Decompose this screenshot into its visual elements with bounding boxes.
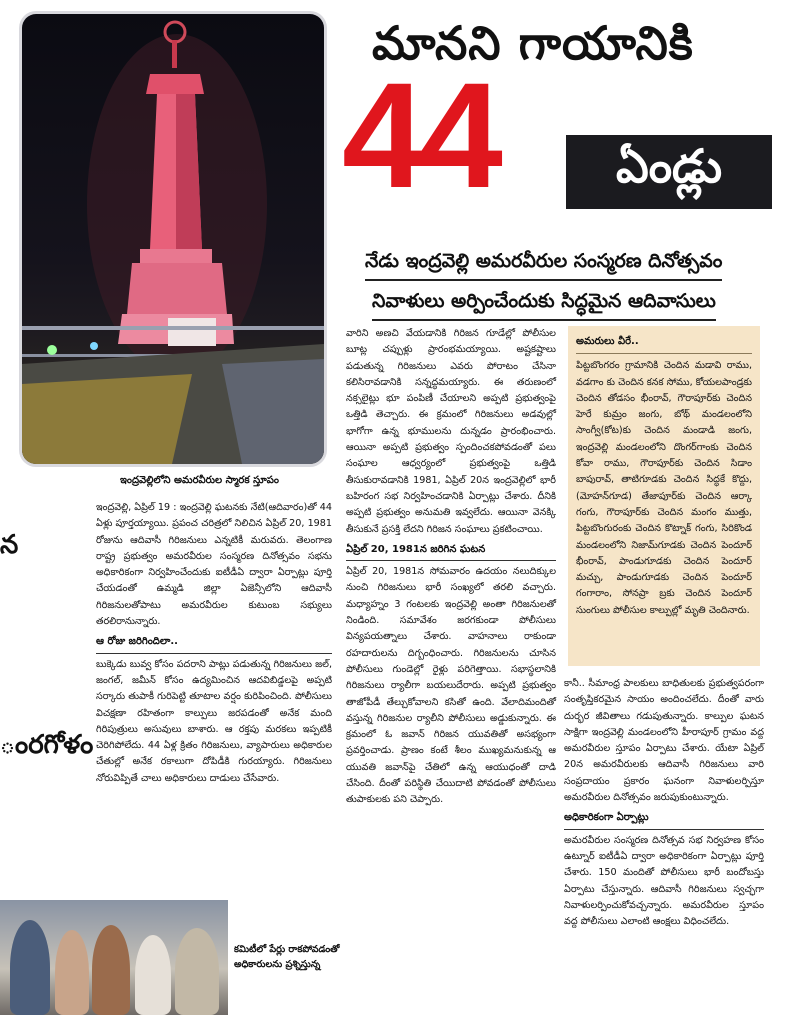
section3-text: అమరవీరుల సంస్మరణ దినోత్సవ సభ నిర్వహణ కోసం ఉట్నూర్‌ ఐటీడీఏ ద్వారా అధికారికంగా ఏర్పాట్లు పూర్తి చేశారు. 150 మందితో పోలీసులు భారీ బందోబస్తు ఏర్పాటు చేస్తున్నారు. ఆదివాసీ గిరిజనులు స్వచ్ఛగా నివాళులర్పించుకోవచ్చన్నారు. అమరవీరుల స్తూపం వద్ద పోలీసులు ఎలాంటి ఆంక్షలు విధించలేదు. (564, 834, 764, 928)
article-left-column (96, 500, 332, 787)
sidebox-text: పిట్టబొంగరం గ్రామానికి చెందిన మడావి రాము, వడగాం కు చెందిన కనక సోము, కోయలపాండ్రకు చెందిన తోడసం భీంరావ్‌, గౌరాపూర్‌కు చెందిన హెరే కుమ్రం జంగు, బోథ్‌ మండలంలోని సాంగ్వీ(కోట)కు చెందిన మండాడి జంగు, ఇంద్రవెల్లి మండలంలోని దొంగర్‌గాంకు చెందిన కోవా రాము, గౌరాపూర్‌కు చెందిన సిడాం బాపురావ్‌, తాటిగూడకు చెందిన సిద్ధకే కొద్దు, (మోహన్‌గూడ) తేజాపూర్‌కు చెందిన ఆర్కా గంగు, గౌరాపూర్‌కు చెందిన మంగం ముత్తు, పిట్టబొంగురంకు చెందిన కొట్నాక్‌ గంగు, సిరికొండ మండలంలోని నిజామ్‌గూడకు చెందిన పెందూర్‌ భీంరావ్‌, పాండుగూడకు చెందిన పెందూర్‌ మచ్చు, పాండుగూడకు చెందిన పెందూర్‌ గంగారాం, సోనప్రా బ్రకు చెందిన పెందూర్‌ సుంగులు పోలీసుల కాల్పుల్లో మృతి చెందినారు. (576, 360, 752, 616)
subheadline-1: నేడు ఇంద్రవెల్లి అమరవీరుల సంస్మరణ దినోత్సవం (365, 250, 722, 281)
article-mid-text: వారిని అణచి వేయడానికి గిరిజన గూడేల్లో పోలీసుల బూట్ల చప్పుళ్లు ప్రారంభమయ్యాయి. అష్టకష్టాలు పడుతున్న గిరిజనులు ఎవరు పోరాటం చేసినా కలిసిరావడానికి సన్నద్ధమయ్యారు. ఈ తరుణంలో నక్సలైట్లు భూ పంపిణీ చేయాలని అప్పటి ప్రభుత్వంపై ఒత్తిడి తెచ్చారు. ఈ క్రమంలో గిరిజనులు అడవుల్లో భాగోగా ఉన్న భూములను దున్నడం ప్రారంభించారు. ఆయినా అప్పటి ప్రభుత్వం స్పందించకపోవడంతో పలు సంఘాల ఆధ్వర్యంలో ప్రభుత్వంపై ఒత్తిడి తీసుకురావడానికి 1981, ఏప్రిల్‌ 20న ఇంద్రవెల్లిలో భారీ బహిరంగ సభ నిర్వహించడానికి ఏర్పాట్లు చేశారు. దీనికి అప్పటి ప్రభుత్వం అనుమతి ఇవ్వలేదు. ఆయినా వెనక్కి తీసుకునే ప్రసక్తి లేదని గిరిజన సంఘాలు ప్రకటించాయి. (346, 328, 556, 535)
headline-number: 44 (342, 51, 497, 219)
martyrs-sidebox (568, 326, 760, 666)
article-middle-column (346, 326, 556, 809)
section1-text: బుక్కెడు బువ్వ కోసం పదరాని పాట్లు పడుతున్న గిరిజనులు జల్‌, జంగల్‌, జమీన్‌ కోసం ఉద్యమించిన ఆదవిబిడ్డలపై అప్పటి సర్కారు తుపాకీ గురిపెట్టి తూటాల వర్షం కురిపించింది. పోలీసులు విచక్షణా రహితంగా కాల్పులు జరపడంతో అనేక మంది గిరిపుత్రులు అసువులు బాశారు. ఆ రక్తపు మరకలు ఇప్పటికీ చెరిగిపోలేదు. 44 ఏళ్ల క్రితం గిరిజనులు, వ్యాపారులు అధికారుల చేతుల్లో అనేక రకాలుగా దోపిడీకి గురయ్యారు. గిరిజనులు నోరువిప్పితే చాలు అధికారులు దాడులు చేసేవారు. (96, 658, 332, 784)
left-fragment-word-mid: ంరగోళం (0, 730, 94, 760)
bottom-photo (0, 900, 228, 1015)
bottom-photo-caption: కమిటీలో పేర్లు రాకపోవడంతో అధికారులను ప్రశ్నిస్తున్న (234, 944, 340, 970)
section2-text: ఏప్రిల్‌ 20, 1981న సోమవారం ఉదయం నలుదిక్కుల నుంచి గిరిజనులు భారీ సంఖ్యలో తరలి వచ్చారు. మధ్యాహ్నం 3 గంటలకు ఇంద్రవెల్లి అంతా గిరిజనులతో నిండింది. సమావేశం జరగకుండా పోలీసులు విన్యపయత్నాలు చేశారు. వాహనాలు రాకుండా రహదారులను దిగ్బంధించారు. గిరిజనులను చూసిన పోలీసులు గుండెల్లో రైళ్లు పరిగెత్తాయి. సభాస్థలానికి గిరిజనులు ర్యాలీగా బయలుదేరారు. అప్పటి ప్రభుత్వం తాజోపీడీ తేల్చుకోవాలని కసితో ఉంది. వేలాదిమందితో వస్తున్న గిరిజనుల ర్యాలీని పోలీసులు అడ్డుకున్నారు. ఈ క్రమంలో ఓ జవాన్‌ గిరిజన యువతితో అసభ్యంగా ప్రవర్తించాడు. ప్రాణం కంటే శీలం ముఖ్యమనుకున్న ఆ యువతి జవాన్‌పై చేతిలో ఉన్న ఆయుధంతో దాడి చేసింది. దీంతో పరిస్థితి చేయిదాటి పోవడంతో పోలీసులు తుపాకులకు పని చెప్పారు. (346, 566, 556, 806)
monument-photo (22, 14, 324, 464)
section2-heading: ఏప్రిల్‌ 20, 1981న జరిగిన ఘటన (346, 542, 556, 561)
article-intro: ఇంద్రవెల్లి, ఏప్రిల్‌ 19 : ఇంద్రవెల్లి ఘటనకు నేటి(ఆదివారం)తో 44 ఏళ్లు పూర్తయ్యాయి. ప్రపంచ చరిత్రలో నిలిచిన ఏప్రిల్‌ 20, 1981 రోజును ఆదివాసీ గిరిజనులు ఎన్నటికీ మరువరు. తెలంగాణ రాష్ట్ర ప్రభుత్వం అమరవీరుల సంస్మరణ దినోత్సవం సభను అధికారికంగా నిర్వహించేందుకు ఐటీడీఏ ద్వారా ఏర్పాట్లు పూర్తి చేయడంతో ఉమ్మడి జిల్లా ఏజెన్సీలోని ఆదివాసీ గిరిజనులతోపాటు అమరవీరుల కుటుంబ సభ్యులు తరలిరానున్నారు. (96, 502, 332, 628)
subheadline-2: నివాళులు అర్పించేందుకు సిద్ధమైన ఆదివాసులు (372, 290, 716, 321)
left-fragment-word-top: న (0, 530, 19, 560)
sidebox-title: అమరులు వీరే.. (576, 334, 752, 354)
photo-caption: ఇంద్రవెల్లిలోని అమరవీరుల స్మారక స్తూపం (120, 475, 279, 486)
section3-heading: అధికారికంగా ఏర్పాట్లు (564, 810, 764, 829)
section1-heading: ఆ రోజు జరిగిందిలా.. (96, 634, 332, 653)
article-right-column (564, 676, 764, 930)
headline-years: ఏండ్లు (616, 139, 722, 193)
headline-line1: మానని గాయానికి (372, 16, 694, 70)
monument-illustration (22, 14, 324, 464)
right-continuation-text: కానీ.. సీమాంధ్ర పాలకులు బాధితులకు ప్రభుత్వపరంగా సంతృప్తికరమైన సాయం అందించలేదు. దీంతో వారు దుర్భర జీవితాలు గడుపుతున్నారు. కాల్పుల ఘటన సాక్షిగా ఇంద్రవెల్లి మండలంలోని హీరాపూర్‌ గ్రామం వద్ద అమరవీరుల స్తూపం ఏర్పాటు చేశారు. యేటా ఏప్రిల్‌ 20న అమరవీరులకు ఆదివాసీ గిరిజనులు వారి సంప్రదాయం ప్రకారం ఘనంగా నివాళులర్పిస్తూ అమరవీరుల దినోత్సవం జరుపుకుంటున్నారు. (564, 678, 764, 804)
headline-years-box (566, 135, 772, 209)
